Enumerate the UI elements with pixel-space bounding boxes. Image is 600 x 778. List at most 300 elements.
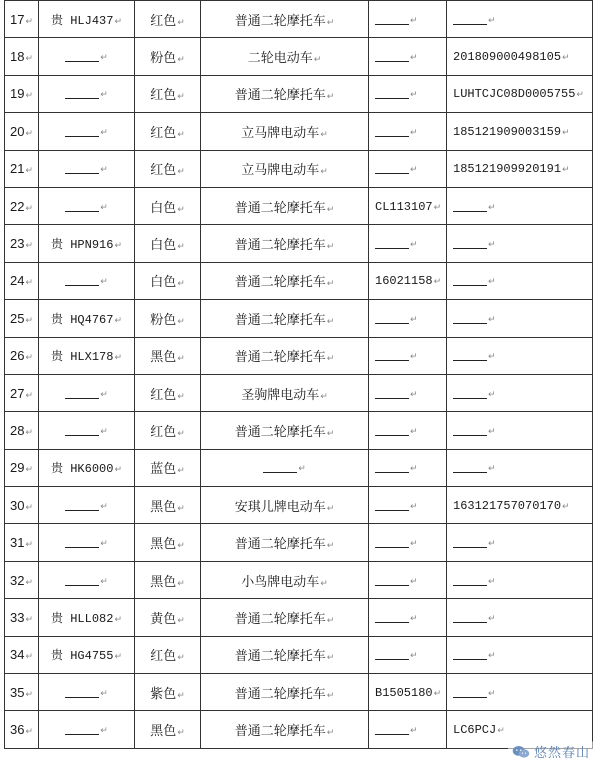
return-mark: ↵ [114, 614, 122, 625]
return-mark: ↵ [433, 277, 442, 288]
color-cell-text: 黄色 [150, 611, 177, 627]
row-number-text: 34 [10, 647, 25, 663]
blank-line [453, 275, 487, 286]
plate-cell [39, 599, 135, 636]
vin-cell [447, 449, 593, 486]
color-cell [135, 374, 201, 411]
return-mark: ↵ [326, 428, 335, 439]
vin-cell-text: LC6PCJ [453, 723, 497, 738]
plate-cell [39, 487, 135, 524]
row-number-text: 22 [10, 198, 25, 214]
color-cell [135, 75, 201, 112]
return-mark: ↵ [25, 726, 34, 737]
return-mark: ↵ [410, 240, 418, 251]
table-row [5, 1, 593, 38]
return-mark: ↵ [410, 576, 418, 587]
return-mark: ↵ [326, 316, 335, 327]
color-cell-text: 红色 [150, 125, 177, 141]
table-row [5, 487, 593, 524]
vehicle-type-cell [201, 412, 369, 449]
row-number [5, 75, 39, 112]
row-number [5, 1, 39, 38]
row-number [5, 225, 39, 262]
row-number-text: 32 [10, 572, 25, 588]
blank-line [375, 612, 409, 623]
watermark-text: 悠然春山 [533, 746, 590, 761]
engine-number-cell [369, 674, 447, 711]
vehicle-type-cell [201, 674, 369, 711]
blank-line [453, 537, 487, 548]
return-mark: ↵ [25, 277, 34, 288]
engine-number-cell [369, 337, 447, 374]
vin-cell-text: LUHTCJC08D0005755 [453, 87, 576, 102]
return-mark: ↵ [410, 501, 418, 512]
return-mark: ↵ [177, 17, 185, 28]
return-mark: ↵ [177, 690, 185, 701]
row-number-text: 35 [10, 684, 25, 700]
row-number-text: 24 [10, 273, 25, 289]
color-cell [135, 150, 201, 187]
return-mark: ↵ [25, 90, 34, 101]
row-number-text: 26 [10, 348, 25, 364]
vehicle-type-cell-text: 立马牌电动车 [241, 125, 320, 141]
blank-line [453, 201, 487, 212]
color-cell-text: 白色 [150, 238, 177, 254]
row-number [5, 374, 39, 411]
return-mark: ↵ [410, 651, 418, 662]
vin-cell [447, 225, 593, 262]
vehicle-type-cell [201, 487, 369, 524]
engine-number-cell [369, 225, 447, 262]
blank-line [453, 687, 487, 698]
return-mark: ↵ [433, 202, 442, 213]
return-mark: ↵ [562, 165, 570, 176]
table-row [5, 636, 593, 673]
row-number [5, 561, 39, 598]
plate-cell [39, 561, 135, 598]
return-mark: ↵ [433, 688, 442, 699]
return-mark: ↵ [177, 204, 185, 215]
return-mark: ↵ [410, 389, 418, 400]
return-mark: ↵ [100, 389, 108, 400]
vehicle-type-cell-text: 普通二轮摩托车 [234, 350, 326, 366]
return-mark: ↵ [410, 352, 418, 363]
row-number [5, 187, 39, 224]
blank-line [375, 88, 409, 99]
return-mark: ↵ [326, 503, 335, 514]
color-cell [135, 113, 201, 150]
color-cell [135, 38, 201, 75]
return-mark: ↵ [100, 165, 108, 176]
vehicle-type-cell-text: 普通二轮摩托车 [234, 13, 326, 29]
engine-number-cell [369, 711, 447, 748]
vehicle-type-cell [201, 1, 369, 38]
return-mark: ↵ [25, 651, 34, 662]
color-cell-text: 红色 [150, 88, 177, 104]
return-mark: ↵ [25, 127, 34, 138]
vin-cell [447, 524, 593, 561]
return-mark: ↵ [410, 613, 418, 624]
return-mark: ↵ [326, 204, 335, 215]
blank-line [375, 425, 409, 436]
vehicle-type-cell-text: 普通二轮摩托车 [234, 611, 326, 627]
return-mark: ↵ [177, 92, 185, 103]
blank-line [453, 612, 487, 623]
color-cell [135, 711, 201, 748]
wechat-icon [512, 745, 530, 759]
return-mark: ↵ [100, 426, 108, 437]
vin-cell [447, 1, 593, 38]
vin-cell [447, 374, 593, 411]
return-mark: ↵ [100, 726, 108, 737]
engine-number-cell-text: B1505180 [375, 685, 433, 700]
return-mark: ↵ [177, 167, 185, 178]
table-row [5, 599, 593, 636]
vin-cell [447, 300, 593, 337]
blank-line [375, 537, 409, 548]
vin-cell-text: 201809000498105 [453, 50, 562, 65]
return-mark: ↵ [100, 127, 108, 138]
plate-cell-text: 贵 HLL082 [51, 611, 114, 626]
plate-cell-text: 贵 HPN916 [51, 238, 114, 253]
vehicle-type-cell-text: 立马牌电动车 [241, 163, 320, 179]
vin-cell [447, 487, 593, 524]
blank-line [263, 462, 297, 473]
vin-cell [447, 412, 593, 449]
blank-line [65, 575, 99, 586]
blank-line [375, 238, 409, 249]
row-number [5, 38, 39, 75]
color-cell-text: 黑色 [150, 350, 177, 366]
blank-line [375, 163, 409, 174]
plate-cell [39, 75, 135, 112]
plate-cell [39, 337, 135, 374]
color-cell [135, 449, 201, 486]
engine-number-cell [369, 113, 447, 150]
color-cell [135, 300, 201, 337]
return-mark: ↵ [25, 576, 34, 587]
table-row [5, 561, 593, 598]
color-cell [135, 412, 201, 449]
return-mark: ↵ [488, 15, 496, 26]
plate-cell [39, 187, 135, 224]
vehicle-type-cell-text: 普通二轮摩托车 [234, 88, 326, 104]
return-mark: ↵ [326, 17, 335, 28]
return-mark: ↵ [497, 726, 505, 737]
color-cell [135, 636, 201, 673]
vehicle-type-cell-text: 圣驹牌电动车 [241, 387, 320, 403]
blank-line [65, 388, 99, 399]
engine-number-cell [369, 1, 447, 38]
blank-line [375, 500, 409, 511]
blank-line [453, 425, 487, 436]
return-mark: ↵ [488, 576, 496, 587]
return-mark: ↵ [100, 53, 108, 64]
return-mark: ↵ [410, 90, 418, 101]
engine-number-cell [369, 561, 447, 598]
return-mark: ↵ [488, 202, 496, 213]
return-mark: ↵ [114, 465, 122, 476]
return-mark: ↵ [25, 15, 34, 26]
return-mark: ↵ [114, 353, 122, 364]
color-cell [135, 599, 201, 636]
vin-cell [447, 150, 593, 187]
color-cell-text: 黑色 [150, 499, 177, 515]
row-number-text: 31 [10, 535, 25, 551]
color-cell-text: 红色 [150, 649, 177, 665]
plate-cell-text: 贵 HLJ437 [51, 13, 114, 28]
vehicle-type-cell [201, 300, 369, 337]
vin-cell [447, 337, 593, 374]
row-number-text: 18 [10, 49, 25, 65]
return-mark: ↵ [410, 127, 418, 138]
return-mark: ↵ [320, 167, 328, 178]
return-mark: ↵ [410, 539, 418, 550]
color-cell-text: 红色 [150, 387, 177, 403]
plate-cell [39, 113, 135, 150]
return-mark: ↵ [177, 615, 185, 626]
return-mark: ↵ [488, 277, 496, 288]
table-row [5, 674, 593, 711]
vin-cell [447, 187, 593, 224]
vin-cell [447, 113, 593, 150]
return-mark: ↵ [25, 613, 34, 624]
row-number-text: 36 [10, 722, 25, 738]
return-mark: ↵ [25, 501, 34, 512]
row-number-text: 17 [10, 11, 25, 27]
color-cell-text: 黑色 [150, 574, 177, 590]
vehicle-type-cell [201, 599, 369, 636]
vehicle-type-cell [201, 449, 369, 486]
row-number [5, 300, 39, 337]
return-mark: ↵ [326, 615, 335, 626]
blank-line [65, 425, 99, 436]
table-row [5, 374, 593, 411]
vehicle-type-cell [201, 561, 369, 598]
return-mark: ↵ [177, 578, 185, 589]
blank-line [453, 388, 487, 399]
row-number [5, 449, 39, 486]
color-cell-text: 红色 [150, 163, 177, 179]
return-mark: ↵ [177, 316, 185, 327]
vehicle-type-cell [201, 113, 369, 150]
color-cell-text: 粉色 [150, 312, 177, 328]
return-mark: ↵ [410, 165, 418, 176]
engine-number-cell [369, 187, 447, 224]
color-cell-text: 黑色 [150, 724, 177, 740]
return-mark: ↵ [100, 501, 108, 512]
blank-line [65, 163, 99, 174]
return-mark: ↵ [177, 279, 185, 290]
return-mark: ↵ [410, 53, 418, 64]
blank-line [453, 462, 487, 473]
table-row [5, 187, 593, 224]
row-number [5, 262, 39, 299]
vehicle-type-cell-text: 普通二轮摩托车 [234, 724, 326, 740]
plate-cell [39, 449, 135, 486]
plate-cell [39, 150, 135, 187]
return-mark: ↵ [177, 55, 185, 66]
vehicle-type-cell [201, 374, 369, 411]
blank-line [375, 724, 409, 735]
color-cell [135, 487, 201, 524]
blank-line [375, 51, 409, 62]
return-mark: ↵ [488, 389, 496, 400]
return-mark: ↵ [320, 578, 328, 589]
vehicle-type-cell-text: 普通二轮摩托车 [234, 238, 326, 254]
vin-cell [447, 561, 593, 598]
blank-line [65, 201, 99, 212]
return-mark: ↵ [177, 129, 185, 140]
return-mark: ↵ [488, 426, 496, 437]
vehicle-type-cell [201, 636, 369, 673]
vehicle-type-cell [201, 225, 369, 262]
vehicle-type-cell-text: 普通二轮摩托车 [234, 537, 326, 553]
engine-number-cell [369, 262, 447, 299]
blank-line [375, 649, 409, 660]
plate-cell [39, 674, 135, 711]
return-mark: ↵ [488, 352, 496, 363]
blank-line [453, 350, 487, 361]
return-mark: ↵ [100, 90, 108, 101]
return-mark: ↵ [177, 242, 185, 253]
plate-cell [39, 38, 135, 75]
plate-cell [39, 1, 135, 38]
return-mark: ↵ [25, 202, 34, 213]
return-mark: ↵ [488, 314, 496, 325]
table-row [5, 524, 593, 561]
plate-cell [39, 225, 135, 262]
engine-number-cell [369, 38, 447, 75]
blank-line [375, 388, 409, 399]
return-mark: ↵ [25, 352, 34, 363]
plate-cell-text: 贵 HG4755 [51, 649, 114, 664]
vehicle-type-cell-text: 普通二轮摩托车 [234, 275, 326, 291]
color-cell-text: 紫色 [150, 686, 177, 702]
return-mark: ↵ [326, 354, 335, 365]
blank-line [375, 126, 409, 137]
row-number-text: 29 [10, 460, 25, 476]
return-mark: ↵ [562, 53, 570, 64]
row-number-text: 19 [10, 86, 25, 102]
engine-number-cell [369, 412, 447, 449]
plate-cell [39, 300, 135, 337]
color-cell [135, 337, 201, 374]
return-mark: ↵ [488, 651, 496, 662]
table-row [5, 75, 593, 112]
table-row [5, 300, 593, 337]
table-row [5, 225, 593, 262]
return-mark: ↵ [488, 688, 496, 699]
return-mark: ↵ [326, 279, 335, 290]
return-mark: ↵ [100, 576, 108, 587]
vin-cell-text: 185121909003159 [453, 124, 562, 139]
color-cell [135, 187, 201, 224]
row-number-text: 27 [10, 385, 25, 401]
vehicle-type-cell [201, 38, 369, 75]
vin-cell [447, 38, 593, 75]
vehicle-type-cell-text: 二轮电动车 [247, 51, 313, 67]
vin-cell [447, 262, 593, 299]
blank-line [453, 238, 487, 249]
blank-line [375, 14, 409, 25]
blank-line [375, 462, 409, 473]
return-mark: ↵ [25, 464, 34, 475]
return-mark: ↵ [25, 314, 34, 325]
blank-line [65, 88, 99, 99]
blank-line [453, 649, 487, 660]
color-cell-text: 黑色 [150, 537, 177, 553]
vehicle-type-cell-text: 普通二轮摩托车 [234, 312, 326, 328]
table-row [5, 449, 593, 486]
return-mark: ↵ [25, 539, 34, 550]
vin-cell [447, 636, 593, 673]
plate-cell-text: 贵 HK6000 [51, 462, 114, 477]
row-number [5, 599, 39, 636]
return-mark: ↵ [313, 55, 322, 66]
plate-cell [39, 374, 135, 411]
return-mark: ↵ [326, 653, 335, 664]
vehicle-type-cell [201, 524, 369, 561]
vehicle-type-cell [201, 150, 369, 187]
engine-number-cell-text: CL113107 [375, 199, 433, 214]
engine-number-cell [369, 487, 447, 524]
return-mark: ↵ [410, 726, 418, 737]
blank-line [65, 275, 99, 286]
vin-cell [447, 75, 593, 112]
engine-number-cell [369, 636, 447, 673]
vehicle-type-cell-text: 普通二轮摩托车 [234, 424, 326, 440]
vehicle-type-cell [201, 337, 369, 374]
color-cell-text: 红色 [150, 424, 177, 440]
plate-cell [39, 412, 135, 449]
vehicle-type-cell [201, 711, 369, 748]
return-mark: ↵ [25, 688, 34, 699]
return-mark: ↵ [177, 428, 185, 439]
color-cell-text: 白色 [150, 275, 177, 291]
color-cell [135, 1, 201, 38]
row-number [5, 711, 39, 748]
return-mark: ↵ [25, 240, 34, 251]
row-number [5, 524, 39, 561]
vehicle-type-cell-text: 普通二轮摩托车 [234, 686, 326, 702]
color-cell [135, 225, 201, 262]
return-mark: ↵ [410, 15, 418, 26]
blank-line [453, 313, 487, 324]
return-mark: ↵ [326, 541, 335, 552]
blank-line [65, 500, 99, 511]
vehicle-type-cell [201, 262, 369, 299]
engine-number-cell [369, 599, 447, 636]
color-cell [135, 561, 201, 598]
return-mark: ↵ [326, 92, 335, 103]
table-row [5, 38, 593, 75]
table-row [5, 337, 593, 374]
row-number [5, 674, 39, 711]
color-cell [135, 524, 201, 561]
return-mark: ↵ [576, 90, 584, 101]
blank-line [65, 724, 99, 735]
return-mark: ↵ [177, 541, 185, 552]
watermark [508, 741, 594, 762]
vin-cell-text: 163121757070170 [453, 498, 562, 513]
return-mark: ↵ [488, 613, 496, 624]
vehicle-type-cell-text: 普通二轮摩托车 [234, 200, 326, 216]
vehicle-table [4, 0, 593, 749]
blank-line [375, 575, 409, 586]
table-row [5, 711, 593, 748]
color-cell [135, 674, 201, 711]
